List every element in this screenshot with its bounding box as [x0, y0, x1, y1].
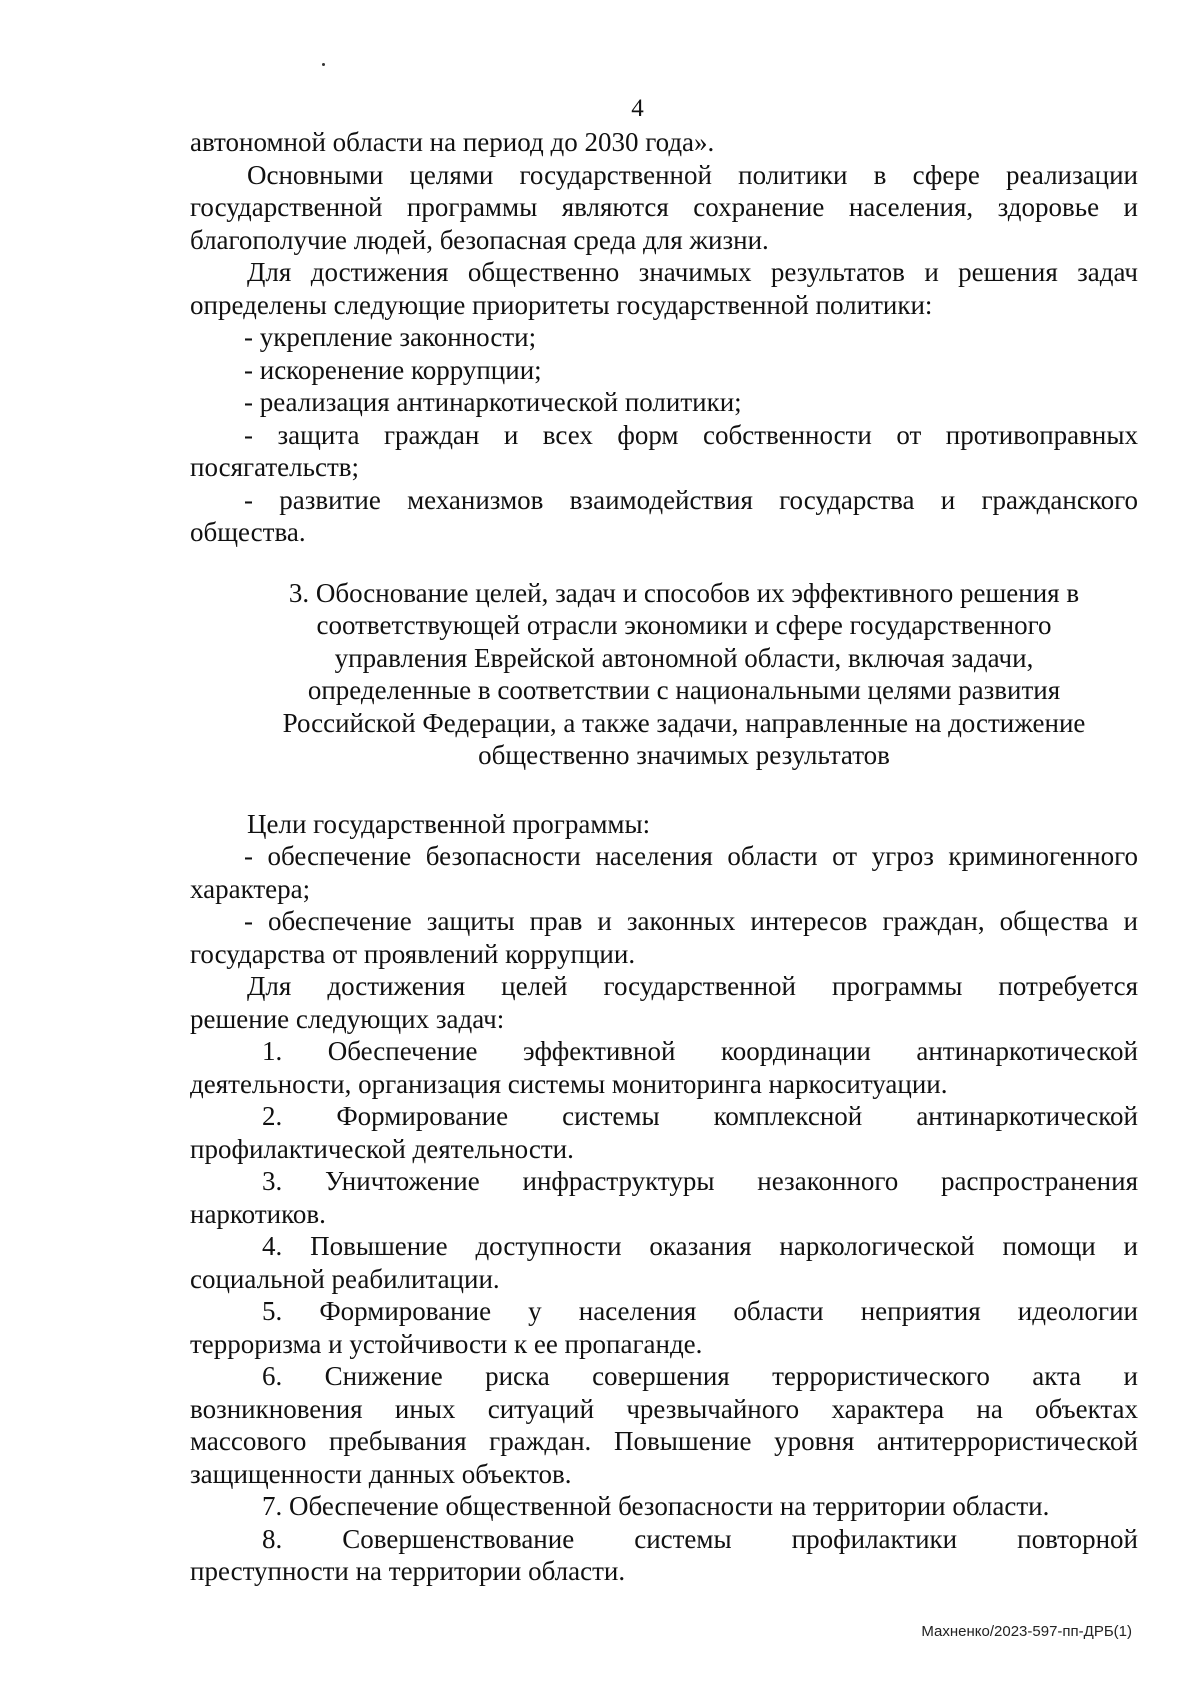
paragraph [190, 1100, 1138, 1165]
text-line: Для достижения общественно значимых результатов и решения задач [247, 257, 1138, 287]
text-line: защищенности данных объектов. [190, 1458, 572, 1489]
paragraph [190, 484, 1138, 549]
text-line: возникновения иных ситуаций чрезвычайного характера на объектах [190, 1393, 1138, 1424]
section-heading [190, 577, 1138, 772]
paragraph [190, 386, 1138, 419]
text-line: - обеспечение безопасности населения области от угроз криминогенного [244, 841, 1138, 871]
text-line: терроризма и устойчивости к ее пропаганде. [190, 1328, 703, 1359]
text-line: 7. Обеспечение общественной безопасности на территории области. [262, 1491, 1050, 1521]
text-line: массового пребывания граждан. Повышение уровня антитеррористической [190, 1426, 1138, 1456]
text-line: - обеспечение защиты прав и законных интересов граждан, общества и [244, 906, 1138, 936]
heading-line: соответствующей отрасли экономики и сфере государственного [316, 610, 1052, 640]
paragraph [190, 321, 1138, 354]
text-line: - реализация антинаркотической политики; [244, 387, 742, 417]
paragraph [190, 256, 1138, 321]
paragraph [190, 1490, 1138, 1523]
text-line: характера; [190, 873, 311, 904]
text-line: Основными целями государственной политики в сфере реализации [247, 159, 1138, 190]
paragraph [190, 126, 1138, 159]
text-line: - укрепление законности; [244, 322, 537, 352]
paragraph [190, 1295, 1138, 1360]
text-line: 3. Уничтожение инфраструктуры незаконного распространения [262, 1166, 1138, 1196]
text-line: 5. Формирование у населения области неприятия идеологии [262, 1296, 1138, 1326]
heading-line: 3. Обоснование целей, задач и способов их эффективного решения в [288, 577, 1080, 608]
text-line: - искоренение коррупции; [244, 354, 542, 385]
text-line: социальной реабилитации. [190, 1263, 500, 1294]
paragraph [190, 1035, 1138, 1100]
text-line: благополучие людей, безопасная среда для жизни. [190, 224, 769, 255]
text-line: - защита граждан и всех форм собственности от противоправных [244, 419, 1138, 450]
text-line: автономной области на период до 2030 года». [190, 127, 715, 157]
text-line: - развитие механизмов взаимодействия государства и гражданского [244, 484, 1138, 515]
paragraph [190, 905, 1138, 970]
text-line: решение следующих задач: [190, 1003, 505, 1034]
paragraph [190, 1360, 1138, 1490]
text-line: 8. Совершенствование системы профилактики повторной [262, 1523, 1138, 1554]
text-line: 6. Снижение риска совершения террористического акта и [262, 1361, 1138, 1391]
text-line: деятельности, организация системы мониторинга наркоситуации. [190, 1068, 948, 1099]
heading-line: общественно значимых результатов [478, 740, 890, 770]
text-line: Для достижения целей государственной программы потребуется [247, 971, 1138, 1001]
paragraph [190, 1523, 1138, 1588]
heading-line: Российской Федерации, а также задачи, направленные на достижение [282, 707, 1086, 738]
heading-line: управления Еврейской автономной области, включая задачи, [334, 642, 1034, 673]
paragraph [190, 970, 1138, 1035]
text-line: преступности на территории области. [190, 1556, 626, 1586]
text-line: определены следующие приоритеты государственной политики: [190, 289, 933, 320]
heading-line: определенные в соответствии с национальными целями развития [307, 675, 1061, 705]
text-line: общества. [190, 517, 306, 547]
text-line: 1. Обеспечение эффективной координации антинаркотической [262, 1036, 1138, 1066]
paragraph [190, 159, 1138, 257]
paragraph [190, 1230, 1138, 1295]
text-line: 4. Повышение доступности оказания наркологической помощи и [262, 1231, 1138, 1261]
text-line: посягательств; [190, 452, 359, 482]
paragraph [190, 1165, 1138, 1230]
paragraph [190, 808, 1138, 841]
paragraph [190, 354, 1138, 387]
text-line: профилактической деятельности. [190, 1133, 574, 1164]
document-body [190, 126, 1138, 1588]
page-number: 4 [631, 95, 644, 122]
text-line: наркотиков. [190, 1198, 326, 1229]
text-line: государства от проявлений коррупции. [190, 938, 636, 969]
paragraphs-top [190, 126, 1138, 549]
paragraph [190, 419, 1138, 484]
paragraphs-bottom [190, 808, 1138, 1588]
document-reference: Махненко/2023-597-пп-ДРБ(1) [921, 1623, 1132, 1640]
text-line: государственной программы являются сохранение населения, здоровье и [190, 192, 1138, 222]
text-line: 2. Формирование системы комплексной антинаркотической [262, 1101, 1138, 1131]
scan-speck [322, 63, 325, 66]
text-line: Цели государственной программы: [247, 808, 651, 839]
paragraph [190, 840, 1138, 905]
